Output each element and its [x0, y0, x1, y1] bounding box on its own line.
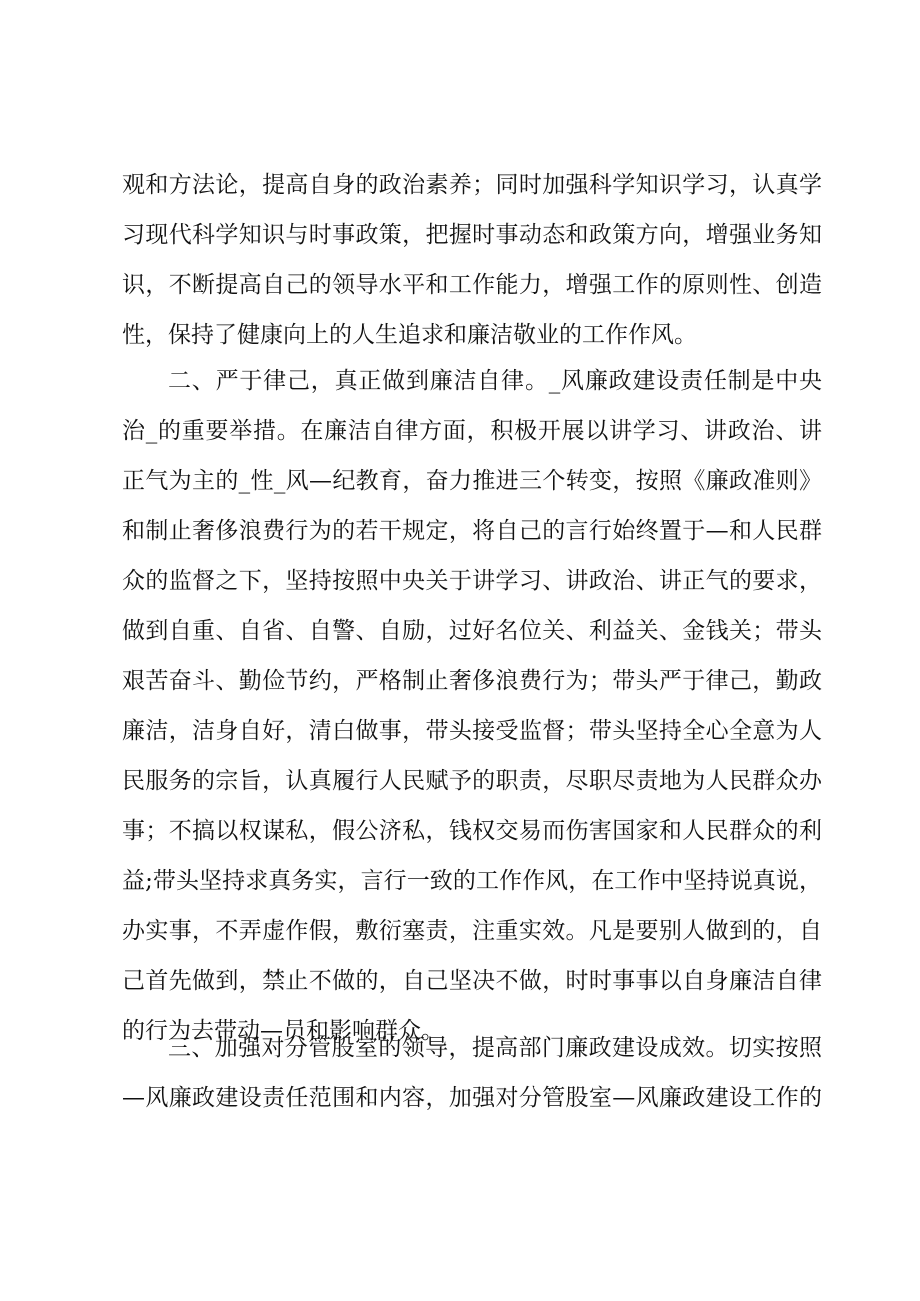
- paragraph-line: 观和方法论，提高自身的政治素养；同时加强科学知识学习，认真学: [122, 172, 822, 198]
- paragraph-line: 三、加强对分管股室的领导，提高部门廉政建设成效。切实按照: [168, 1035, 822, 1061]
- paragraph-line: 廉洁，洁身自好，清白做事，带头接受监督；带头坚持全心全意为人: [122, 718, 822, 744]
- paragraph-line: 民服务的宗旨，认真履行人民赋予的职责，尽职尽责地为人民群众办: [122, 768, 822, 794]
- paragraph-line: 治_的重要举措。在廉洁自律方面，积极开展以讲学习、讲政治、讲: [122, 418, 822, 444]
- paragraph-2: [122, 356, 822, 1056]
- paragraph-line: 性，保持了健康向上的人生追求和廉洁敬业的工作作风。: [122, 322, 697, 348]
- paragraph-line: 的行为去带动—员和影响群众。: [122, 1018, 444, 1044]
- paragraph-3: [122, 1023, 822, 1123]
- paragraph-line: 习现代科学知识与时事政策，把握时事动态和政策方向，增强业务知: [122, 222, 822, 248]
- paragraph-1: [122, 160, 822, 360]
- paragraph-line: 己首先做到，禁止不做的，自己坚决不做，时时事事以自身廉洁自律: [122, 968, 822, 994]
- paragraph-line: 识，不断提高自己的领导水平和工作能力，增强工作的原则性、创造: [122, 272, 822, 298]
- paragraph-line: 和制止奢侈浪费行为的若干规定，将自己的言行始终置于—和人民群: [122, 518, 822, 544]
- paragraph-line: —风廉政建设责任范围和内容，加强对分管股室—风廉政建设工作的: [122, 1085, 822, 1111]
- paragraph-line: 事；不搞以权谋私，假公济私，钱权交易而伤害国家和人民群众的利: [122, 818, 822, 844]
- paragraph-line: 办实事，不弄虚作假，敷衍塞责，注重实效。凡是要别人做到的，自: [122, 918, 822, 944]
- paragraph-line: 益;带头坚持求真务实，言行一致的工作作风，在工作中坚持说真说，: [122, 868, 822, 894]
- paragraph-line: 众的监督之下，坚持按照中央关于讲学习、讲政治、讲正气的要求，: [122, 568, 822, 594]
- paragraph-line: 做到自重、自省、自警、自励，过好名位关、利益关、金钱关；带头: [122, 618, 822, 644]
- paragraph-line: 二、严于律己，真正做到廉洁自律。_风廉政建设责任制是中央: [168, 368, 822, 394]
- paragraph-line: 正气为主的_性_风—纪教育，奋力推进三个转变，按照《廉政准则》: [122, 468, 822, 494]
- paragraph-line: 艰苦奋斗、勤俭节约，严格制止奢侈浪费行为；带头严于律己，勤政: [122, 668, 822, 694]
